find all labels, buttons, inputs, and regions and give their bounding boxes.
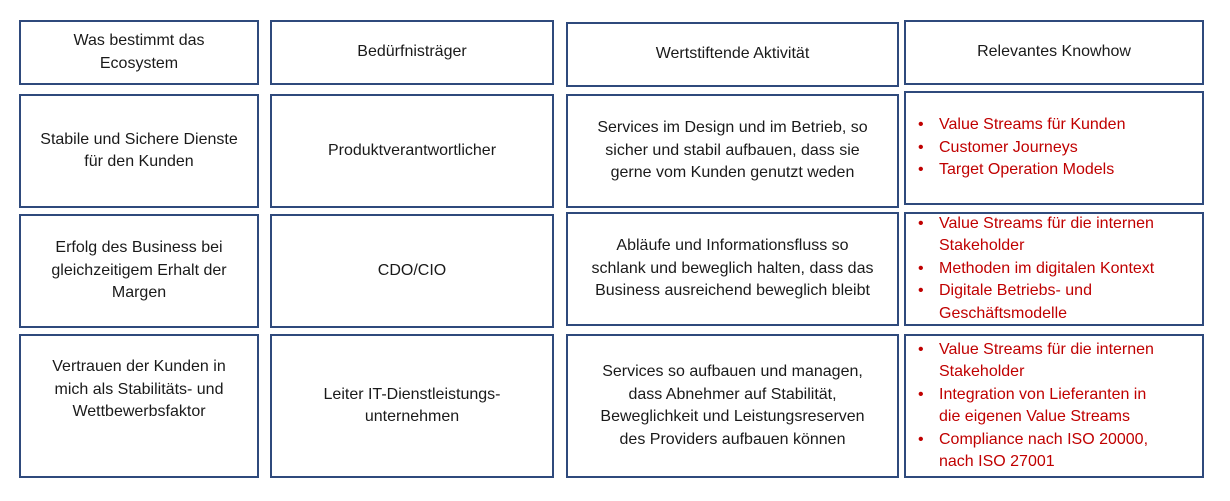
row1-aktivitaet <box>566 94 899 208</box>
row1-aktivitaet-text: Services im Design und im Betrieb, so sicher und stabil aufbauen, dass sie gerne vom Kunden genutzt weden <box>597 119 868 182</box>
row1-traeger <box>270 94 554 208</box>
list-item <box>918 429 1154 474</box>
row2-ecosystem <box>19 214 259 328</box>
row1-ecosystem <box>19 94 259 208</box>
row2-knowhow-list <box>918 213 1154 326</box>
row3-ecosystem <box>19 334 259 478</box>
header-ecosystem-label: Was bestimmt das Ecosystem <box>73 32 205 72</box>
header-knowhow-label: Relevantes Knowhow <box>977 43 1131 61</box>
bullet-icon: • <box>918 214 924 232</box>
bullet-icon: • <box>918 340 924 358</box>
header-traeger-label: Bedürfnisträger <box>357 43 467 61</box>
row1-knowhow-item-2: Customer Journeys <box>939 138 1078 156</box>
bullet-icon: • <box>918 385 924 403</box>
list-item <box>918 258 1154 281</box>
row3-knowhow-item-1: Value Streams für die internen Stakeholder <box>939 340 1154 380</box>
row2-aktivitaet-text: Abläufe und Informationsfluss so schlank und beweglich halten, dass das Business ausreichend beweglich bleibt <box>591 237 874 300</box>
header-aktivitaet-label: Wertstiftende Aktivität <box>655 45 810 63</box>
row1-ecosystem-text: Stabile und Sichere Dienste für den Kunden <box>40 130 238 170</box>
row2-aktivitaet <box>566 212 899 326</box>
row3-ecosystem-text: Vertrauen der Kunden in mich als Stabilitäts- und Wettbewerbsfaktor <box>52 358 226 421</box>
row3-aktivitaet <box>566 334 899 478</box>
bullet-icon: • <box>918 116 924 134</box>
list-item <box>918 339 1154 384</box>
row2-ecosystem-text: Erfolg des Business bei gleichzeitigem Erhalt der Margen <box>51 239 227 302</box>
row3-knowhow-item-3: Compliance nach ISO 20000, nach ISO 27001 <box>939 430 1149 470</box>
row2-traeger <box>270 214 554 328</box>
list-item <box>918 280 1154 325</box>
bullet-icon: • <box>918 259 924 277</box>
row3-knowhow <box>904 334 1204 478</box>
row2-traeger-text: CDO/CIO <box>377 261 447 279</box>
list-item <box>918 213 1154 258</box>
bullet-icon: • <box>918 138 924 156</box>
row1-knowhow-item-1: Value Streams für Kunden <box>939 116 1126 134</box>
row3-traeger-text: Leiter IT-Dienstleistungs- unternehmen <box>323 385 501 425</box>
row3-knowhow-item-2: Integration von Lieferanten in die eigenen Value Streams <box>939 385 1147 425</box>
row3-traeger <box>270 334 554 478</box>
row2-knowhow-item-2: Methoden im digitalen Kontext <box>939 259 1155 277</box>
bullet-icon: • <box>918 161 924 179</box>
row1-knowhow-item-3: Target Operation Models <box>939 161 1115 179</box>
row3-knowhow-list <box>918 339 1154 474</box>
bullet-icon: • <box>918 282 924 300</box>
row1-knowhow <box>904 91 1204 205</box>
list-item <box>918 114 1125 137</box>
row1-traeger-text: Produktverantwortlicher <box>327 141 497 159</box>
list-item <box>918 137 1125 160</box>
row2-knowhow <box>904 212 1204 326</box>
row3-aktivitaet-text: Services so aufbauen und managen, dass Abnehmer auf Stabilität, Beweglichkeit und Leistungsreserven des Providers aufbauen können <box>600 363 865 448</box>
header-aktivitaet <box>566 22 899 87</box>
header-traeger <box>270 20 554 85</box>
list-item <box>918 159 1125 182</box>
row1-knowhow-list <box>918 114 1125 182</box>
bullet-icon: • <box>918 430 924 448</box>
list-item <box>918 384 1154 429</box>
row2-knowhow-item-1: Value Streams für die internen Stakeholder <box>939 214 1154 255</box>
header-ecosystem <box>19 20 259 85</box>
row2-knowhow-item-3: Digitale Betriebs- und Geschäftsmodelle <box>939 282 1092 322</box>
header-knowhow <box>904 20 1204 85</box>
